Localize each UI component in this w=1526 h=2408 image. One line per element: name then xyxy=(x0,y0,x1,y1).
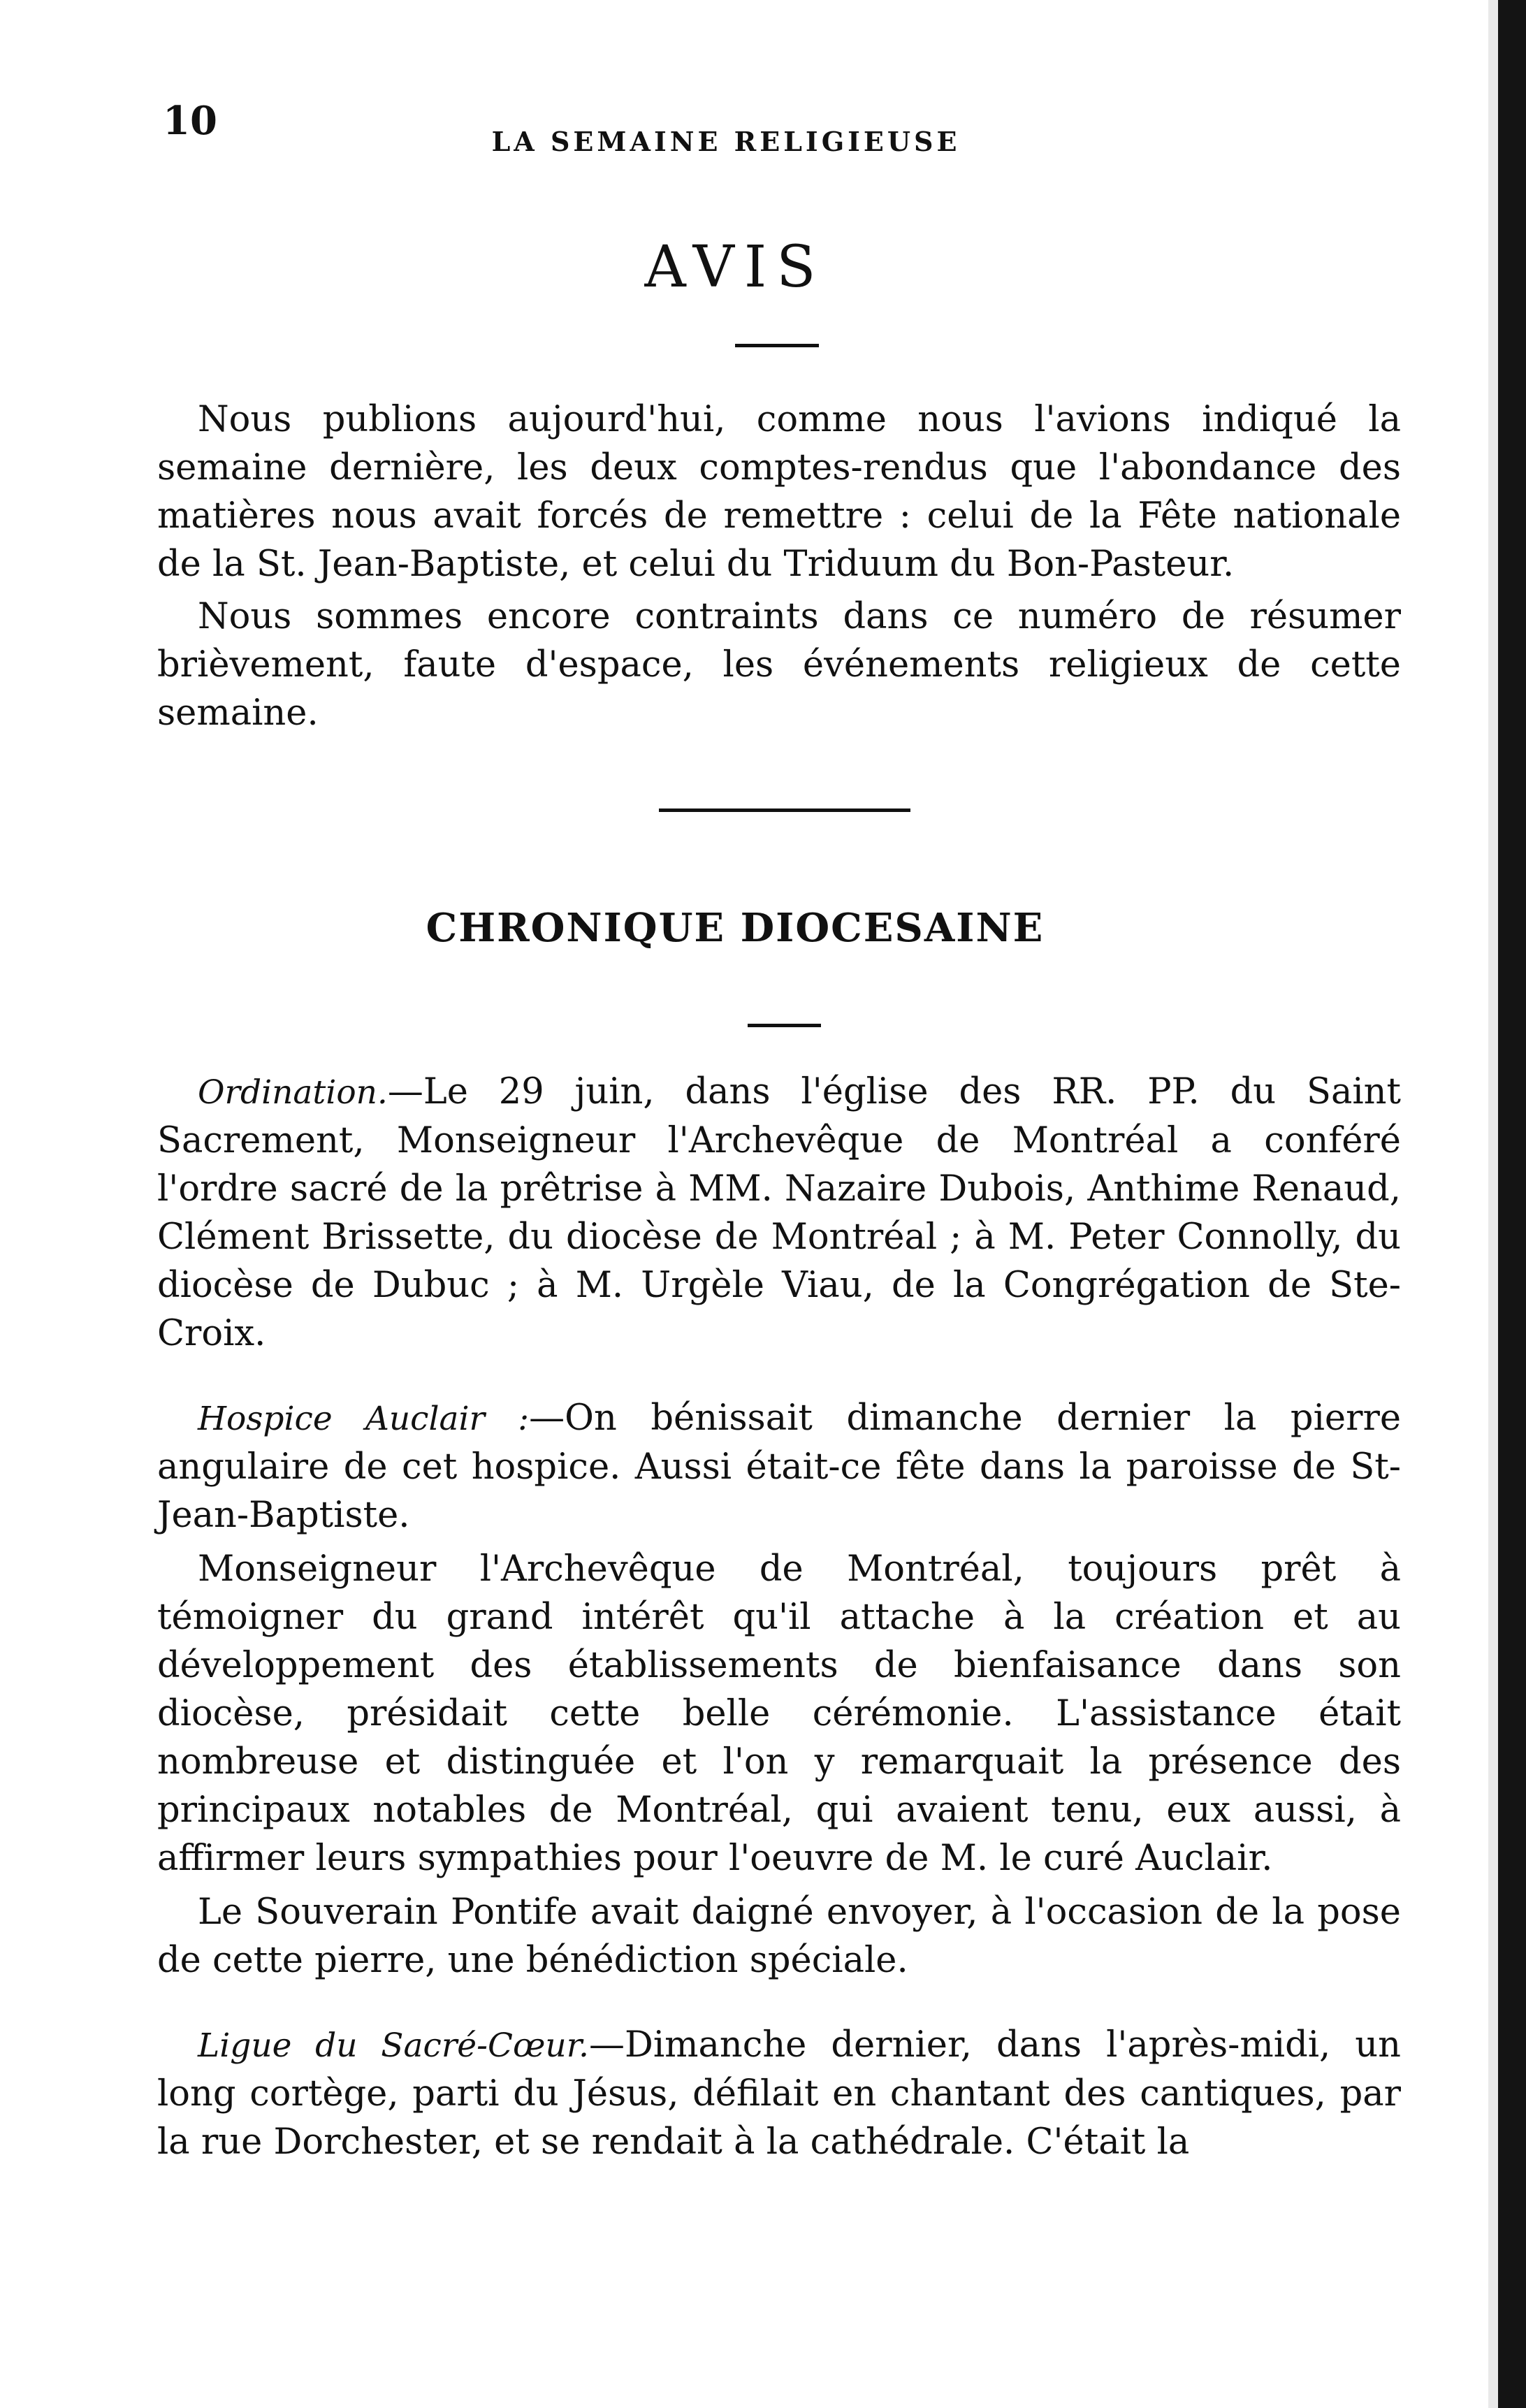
chronique-title: CHRONIQUE DIOCESAINE xyxy=(426,905,1045,951)
avis-title: AVIS xyxy=(644,234,826,300)
divider-rule xyxy=(735,344,819,347)
scanned-page-edge xyxy=(1498,0,1526,2408)
page-number: 10 xyxy=(163,98,217,144)
running-title: LA SEMAINE RELIGIEUSE xyxy=(491,126,961,157)
ordination-entry xyxy=(157,1068,1401,1358)
ligue-entry xyxy=(157,2021,1401,2166)
section-divider-rule xyxy=(659,808,910,812)
avis-paragraph: Nous sommes encore contraints dans ce numéro de résumer brièvement, faute d'espace, les événements religieux de cette semaine. xyxy=(157,596,1401,734)
entry-text: —On bénissait dimanche dernier la pierre angulaire de cet hospice. Aussi était-ce fête dans la paroisse de St-Jean-Baptiste. xyxy=(157,1398,1402,1536)
entry-text: —Le 29 juin, dans l'église des RR. PP. du Saint Sacrement, Monseigneur l'Archevêque de Montréal a conféré l'ordre sacré de la prêtrise à MM. Nazaire Dubois, Anthime Renaud, Clément Brissette, du diocèse de Montréal ; à M. Peter Connolly, du diocèse de Dubuc ; à M. Urgèle Viau, de la Congrégation de Ste-Croix. xyxy=(157,1071,1401,1354)
avis-paragraph: Nous publions aujourd'hui, comme nous l'avions indiqué la semaine dernière, les deux comptes-rendus que l'abondance des matières nous avait forcés de remettre : celui de la Fête nationale de la St. Jean-Baptiste, et celui du Triduum du Bon-Pasteur. xyxy=(157,399,1401,585)
hospice-entry xyxy=(157,1394,1401,1539)
avis-section xyxy=(157,396,1401,737)
page-edge-shadow xyxy=(1488,0,1498,2408)
entry-lead: Hospice Auclair : xyxy=(198,1400,530,1438)
entry-lead: Ordination. xyxy=(198,1073,388,1112)
hospice-paragraph: Le Souverain Pontife avait daigné envoyer, à l'occasion de la pose de cette pierre, une bénédiction spéciale. xyxy=(157,1892,1401,1981)
divider-rule xyxy=(748,1024,821,1027)
entry-text: —Dimanche dernier, dans l'après-midi, un long cortège, parti du Jésus, défilait en chantant des cantiques, par la rue Dorchester, et se rendait à la cathédrale. C'était la xyxy=(157,2024,1401,2163)
chronique-section xyxy=(157,1068,1401,2166)
entry-lead: Ligue du Sacré-Cœur. xyxy=(198,2026,589,2065)
hospice-paragraph: Monseigneur l'Archevêque de Montréal, toujours prêt à témoigner du grand intérêt qu'il attache à la création et au développement des établissements de bienfaisance dans son diocèse, présidait cette belle cérémonie. L'assistance était nombreuse et distinguée et l'on y remarquait la présence des principaux notables de Montréal, qui avaient tenu, eux aussi, à affirmer leurs sympathies pour l'oeuvre de M. le curé Auclair. xyxy=(157,1548,1401,1879)
